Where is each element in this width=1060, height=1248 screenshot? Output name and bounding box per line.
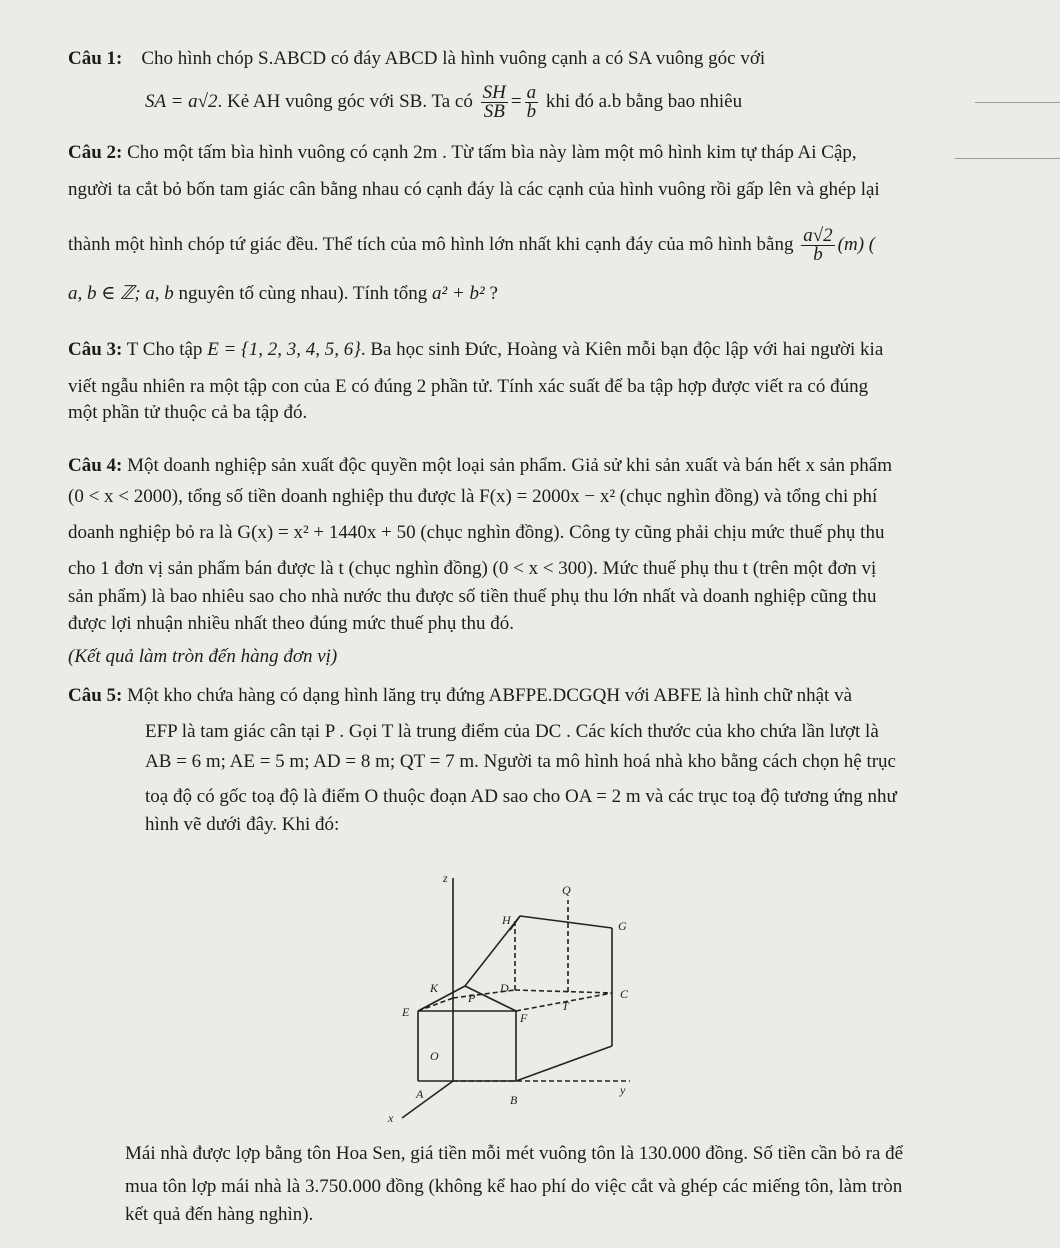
label-x: x [388,1111,394,1125]
edge-ep [418,986,465,1011]
q5-line-2: EFP là tam giác cân tại P . Gọi T là trung điểm của DC . Các kích thước của kho chứa lần lượt là [145,721,879,742]
q3-line-3: một phần tử thuộc cả ba tập đó. [68,402,308,423]
q1-fraction-sh-sb: $\frac{SH}{SB}$ [482,82,506,122]
label-a: A [416,1087,424,1101]
q5-line-6: Mái nhà được lợp bằng tôn Hoa Sen, giá tiền mỗi mét vuông tôn là 130.000 đồng. Số tiền cần bỏ ra để [125,1143,904,1164]
label-z: z [443,871,448,885]
q2-text-1: Cho một tấm bìa hình vuông có cạnh 2m . Từ tấm bìa này làm một mô hình kim tự tháp Ai Cập, [127,142,857,163]
q4-line-1: Câu 4: Một doanh nghiệp sản xuất độc quyền một loại sản phẩm. Giả sử khi sản xuất và bán hết x sản phẩm [68,455,892,476]
q4-line-6: được lợi nhuận nhiều nhất theo đúng mức thuế phụ thu đó. [68,613,514,634]
label-q: Q [562,883,571,897]
q2-line-1 [68,141,857,165]
q3-set: E = {1, 2, 3, 4, 5, 6} [207,339,361,360]
q3-line-2: viết ngẫu nhiên ra một tập con của E có đúng 2 phần tử. Tính xác suất để ba tập hợp được viết ra có đúng [68,376,869,397]
label-y: y [620,1083,626,1097]
q2-text-3: thành một hình chóp tứ giác đều. Thể tích của mô hình lớn nhất khi cạnh đáy của mô hình bằng [68,233,794,255]
margin-rule-2 [955,158,1060,159]
q1-text-2: . Kẻ AH vuông góc với SB. Ta có [217,90,473,112]
q4-line-2: (0 < x < 2000), tổng số tiền doanh nghiệp thu được là F(x) = 2000x − x² (chục nghìn đồng) và tổng chi phí [68,486,878,507]
label-g: G [618,919,627,933]
edge-bc [516,1046,612,1081]
x-axis [402,1081,453,1118]
q2-condition: a, b ∈ ℤ; a, b [68,283,174,304]
label-p: P [468,991,476,1005]
label-d: D [500,981,509,995]
label-e: E [402,1005,410,1019]
q2-line-2: người ta cắt bỏ bốn tam giác cân bằng nhau có cạnh đáy là các cạnh của hình vuông rồi gấp lên và ghép lại [68,179,880,200]
q5-line-7: mua tôn lợp mái nhà là 3.750.000 đồng (không kể hao phí do việc cắt và ghép các miếng tôn, làm tròn [125,1176,903,1197]
margin-rule-1 [975,102,1060,103]
q4-line-7: (Kết quả làm tròn đến hàng đơn vị) [68,646,338,667]
q5-line-4: toạ độ có gốc toạ độ là điểm O thuộc đoạn AD sao cho OA = 2 m và các trục toạ độ tương ứng như [145,786,897,807]
q5-line-5: hình vẽ dưới đây. Khi đó: [145,814,340,835]
label-o: O [430,1049,439,1063]
q1-label: Câu 1: [68,48,123,69]
q3-line-1: Câu 3: T Cho tập E = {1, 2, 3, 4, 5, 6}. Ba học sinh Đức, Hoàng và Kiên mỗi bạn độc lập với hai người kia [68,339,884,360]
q5-line-8: kết quả đến hàng nghìn). [125,1204,314,1225]
label-f: F [520,1011,528,1025]
q5-line-3: AB = 6 m; AE = 5 m; AD = 8 m; QT = 7 m. Người ta mô hình hoá nhà kho bằng cách chọn hệ trục [145,751,896,772]
q1-line-2: SA = a√2. Kẻ AH vuông góc với SB. Ta có $\frac{SH}{SB}$ = $\frac{a}{b}$ khi đó a.b bằng bao nhiêu [145,82,743,122]
q3-label: Câu 3: [68,339,123,360]
label-b: B [510,1093,518,1107]
q1-fraction-a-b: $\frac{a}{b}$ [526,82,537,122]
q2-label: Câu 2: [68,142,123,163]
label-h: H [502,913,511,927]
q1-sa-expression: SA = a√2 [145,90,218,112]
q2-line-4: a, b ∈ ℤ; a, b nguyên tố cùng nhau). Tính tổng a² + b² ? [68,283,498,304]
q4-line-3: doanh nghiệp bỏ ra là G(x) = x² + 1440x + 50 (chục nghìn đồng). Công ty cũng phải chịu mức thuế phụ thu [68,522,885,543]
q2-line-3 [68,227,875,264]
edge-qg [520,916,612,928]
q5-line-1: Câu 5: Một kho chứa hàng có dạng hình lăng trụ đứng ABFPE.DCGQH với ABFE là hình chữ nhật và [68,685,853,706]
q2-unit: (m) ( [837,233,876,255]
edge-dc [515,990,612,993]
q2-sum-expression: a² + b² [432,283,485,304]
label-k: K [430,981,439,995]
q1-text-1: Cho hình chóp S.ABCD có đáy ABCD là hình vuông cạnh a có SA vuông góc với [141,48,766,69]
q1-line-1 [68,47,765,71]
q5-label: Câu 5: [68,685,123,706]
q2-fraction: $\frac{a√2}{b}$ [803,225,833,265]
q4-label: Câu 4: [68,455,123,476]
q4-line-5: sản phẩm) là bao nhiêu sao cho nhà nước thu được số tiền thuế phụ thu lớn nhất và doanh nghiệp cũng thu [68,586,877,607]
label-t: T [562,999,569,1013]
q4-line-4: cho 1 đơn vị sản phẩm bán được là t (chục nghìn đồng) (0 < x < 300). Mức thuế phụ thu t (trên một đơn vị [68,558,877,579]
label-c: C [620,987,629,1001]
q1-text-3: khi đó a.b bằng bao nhiêu [545,90,743,112]
warehouse-prism-figure [330,868,660,1128]
